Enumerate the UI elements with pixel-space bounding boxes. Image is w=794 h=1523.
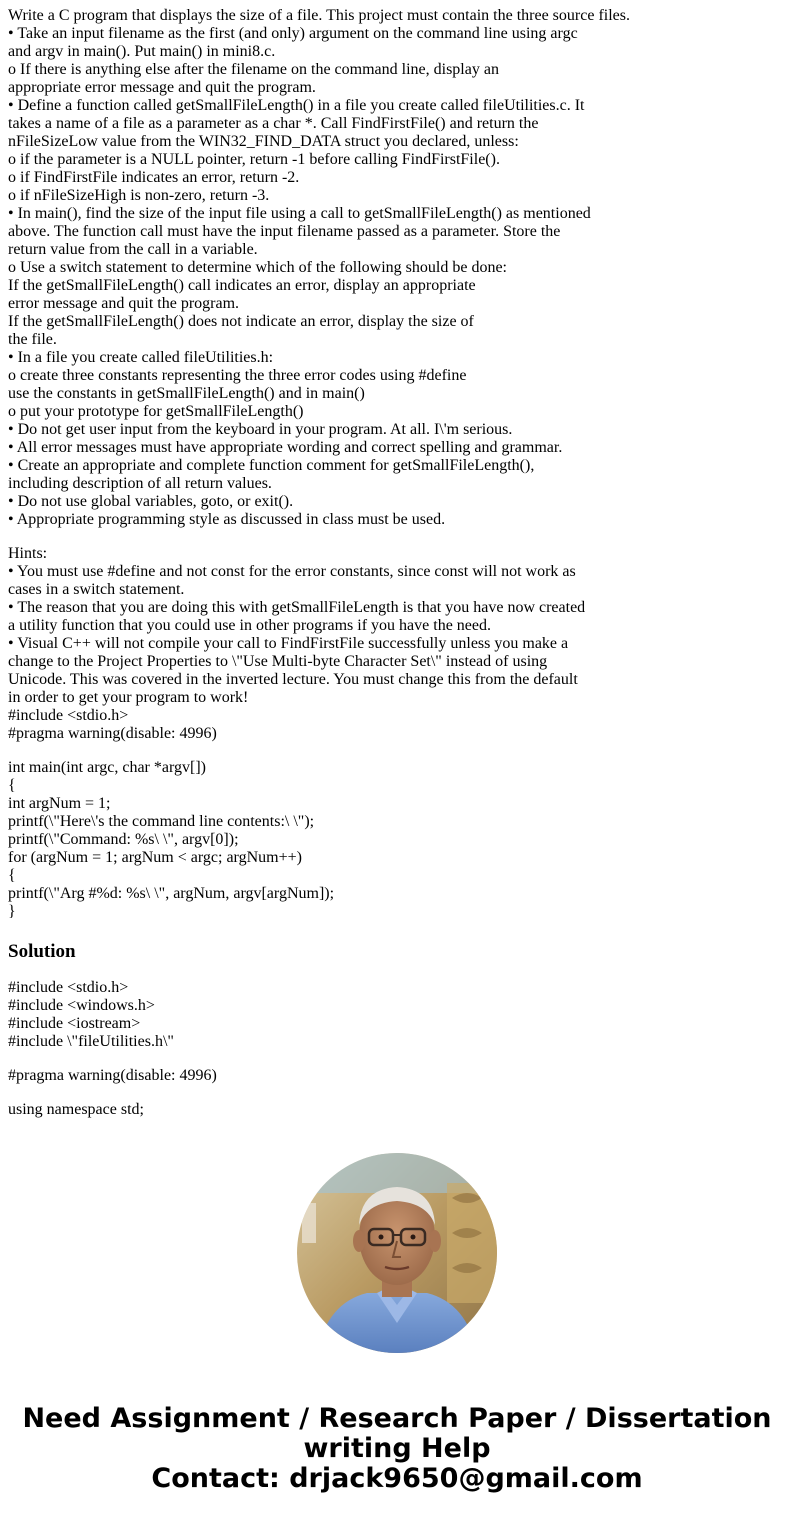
text-line: If the getSmallFileLength() does not indicate an error, display the size of (8, 313, 474, 330)
text-line: • Appropriate programming style as discussed in class must be used. (8, 511, 446, 528)
text-line: • Do not use global variables, goto, or exit(). (8, 493, 294, 510)
text-line: including description of all return values. (8, 475, 272, 492)
text-line: • In a file you create called fileUtilities.h: (8, 349, 274, 366)
text-line: o if the parameter is a NULL pointer, return -1 before calling FindFirstFile(). (8, 151, 500, 168)
code-line: printf(\"Command: %s\ \", argv[0]); (8, 831, 239, 848)
text-line: use the constants in getSmallFileLength() and in main() (8, 385, 365, 402)
banner-line-2: writing Help (303, 1433, 491, 1464)
text-line: • In main(), find the size of the input file using a call to getSmallFileLength() as mentioned (8, 205, 591, 222)
hint-line: in order to get your program to work! (8, 689, 249, 706)
text-line: the file. (8, 331, 57, 348)
question-text (8, 7, 788, 529)
text-line: • Do not get user input from the keyboard in your program. At all. I\'m serious. (8, 421, 513, 438)
text-line: nFileSizeLow value from the WIN32_FIND_DATA struct you declared, unless: (8, 133, 519, 150)
code-line: #include <iostream> (8, 1015, 141, 1032)
text-line: o Use a switch statement to determine which of the following should be done: (8, 259, 507, 276)
code-line: #include <windows.h> (8, 997, 155, 1014)
text-line: takes a name of a file as a parameter as a char *. Call FindFirstFile() and return the (8, 115, 539, 132)
hint-line: Unicode. This was covered in the inverted lecture. You must change this from the default (8, 671, 578, 688)
code-line: #pragma warning(disable: 4996) (8, 1067, 217, 1084)
text-line: and argv in main(). Put main() in mini8.c. (8, 43, 276, 60)
avatar-portrait (297, 1153, 497, 1353)
code-line: printf(\"Here\'s the command line contents:\ \"); (8, 813, 315, 830)
text-line: • All error messages must have appropriate wording and correct spelling and grammar. (8, 439, 563, 456)
hint-line: cases in a switch statement. (8, 581, 185, 598)
text-line: appropriate error message and quit the program. (8, 79, 316, 96)
text-line: above. The function call must have the input filename passed as a parameter. Store the (8, 223, 561, 240)
code-line: for (argNum = 1; argNum < argc; argNum++) (8, 849, 302, 866)
banner-line-1: Need Assignment / Research Paper / Dissertation (22, 1403, 772, 1434)
code-line: int main(int argc, char *argv[]) (8, 759, 206, 776)
text-line: Write a C program that displays the size of a file. This project must contain the three source files. (8, 7, 630, 24)
text-line: error message and quit the program. (8, 295, 240, 312)
hint-line: #include <stdio.h> (8, 707, 129, 724)
hint-line: • You must use #define and not const for the error constants, since const will not work as (8, 563, 576, 580)
document-body (8, 7, 788, 1119)
text-line: o put your prototype for getSmallFileLength() (8, 403, 304, 420)
solution-heading: Solution (8, 941, 76, 962)
hints-section (8, 545, 788, 743)
text-line: o create three constants representing the three error codes using #define (8, 367, 467, 384)
text-line: o if nFileSizeHigh is non-zero, return -3. (8, 187, 270, 204)
hint-line: #pragma warning(disable: 4996) (8, 725, 217, 742)
hint-line: • The reason that you are doing this with getSmallFileLength is that you have now created (8, 599, 586, 616)
code-line: { (8, 867, 16, 884)
hint-line: • Visual C++ will not compile your call to FindFirstFile successfully unless you make a (8, 635, 569, 652)
banner-contact: Contact: drjack9650@gmail.com (151, 1463, 643, 1494)
text-line: • Define a function called getSmallFileLength() in a file you create called fileUtilities.c. It (8, 97, 585, 114)
code-line: using namespace std; (8, 1101, 144, 1118)
text-line: o if FindFirstFile indicates an error, return -2. (8, 169, 300, 186)
text-line: • Take an input filename as the first (and only) argument on the command line using argc (8, 25, 578, 42)
code-line: int argNum = 1; (8, 795, 111, 812)
solution-code (8, 979, 788, 1119)
code-line: #include \"fileUtilities.h\" (8, 1033, 174, 1050)
spacer (8, 1051, 788, 1067)
text-line: return value from the call in a variable. (8, 241, 258, 258)
code-line: #include <stdio.h> (8, 979, 129, 996)
code-snippet (8, 759, 788, 921)
text-line: • Create an appropriate and complete function comment for getSmallFileLength(), (8, 457, 535, 474)
text-line: o If there is anything else after the filename on the command line, display an (8, 61, 499, 78)
text-line: If the getSmallFileLength() call indicates an error, display an appropriate (8, 277, 476, 294)
spacer (8, 1085, 788, 1101)
code-line: } (8, 903, 16, 920)
hint-line: a utility function that you could use in other programs if you have the need. (8, 617, 491, 634)
hint-line: change to the Project Properties to \"Use Multi-byte Character Set\" instead of using (8, 653, 548, 670)
spacer (8, 743, 788, 759)
hints-title: Hints: (8, 545, 48, 562)
code-line: { (8, 777, 16, 794)
spacer (8, 529, 788, 545)
code-line: printf(\"Arg #%d: %s\ \", argNum, argv[argNum]); (8, 885, 335, 902)
avatar (297, 1153, 497, 1353)
